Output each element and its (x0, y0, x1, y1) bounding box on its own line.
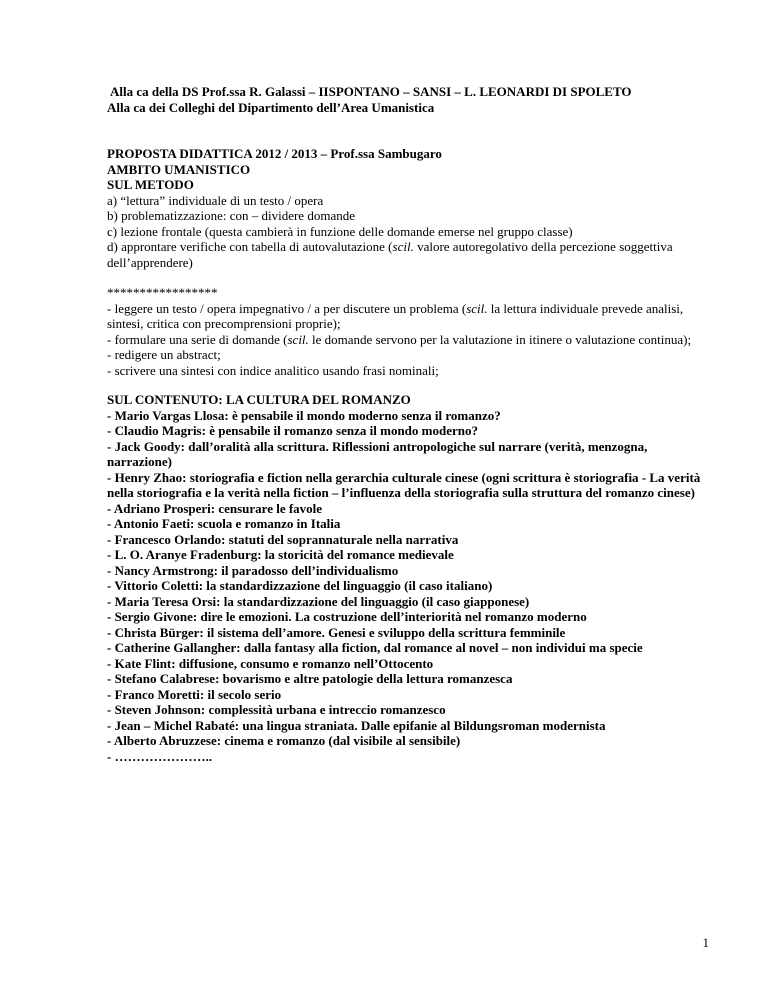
task-item: - leggere un testo / opera impegnativo / a per discutere un problema (scil. la lettura individuale prevede analisi, sintesi, critica con precomprensioni proprie); (107, 300, 687, 331)
metodo-item: b) problematizzazione: con – dividere domande (107, 208, 355, 223)
reading-item: - Antonio Faeti: scuola e romanzo in Italia (107, 516, 341, 531)
contenuto-heading: SUL CONTENUTO: LA CULTURA DEL ROMANZO (107, 392, 411, 407)
ambito-heading: AMBITO UMANISTICO (107, 161, 251, 177)
page-number: 1 (702, 935, 709, 950)
reading-item: - Claudio Magris: è pensabile il romanzo senza il mondo moderno? (107, 423, 478, 438)
reading-item: - Jean – Michel Rabaté: una lingua straniata. Dalle epifanie al Bildungsroman modernista (107, 717, 606, 733)
metodo-item: c) lezione frontale (questa cambierà in funzione delle domande emerse nel gruppo classe) (107, 223, 573, 239)
header-recipient-colleagues: Alla ca dei Colleghi del Dipartimento dell’Area Umanistica (107, 99, 435, 115)
metodo-item: a) “lettura” individuale di un testo / opera (107, 192, 324, 208)
task-item: - scrivere una sintesi con indice analitico usando frasi nominali; (107, 362, 439, 378)
reading-item: - Maria Teresa Orsi: la standardizzazione del linguaggio (il caso giapponese) (107, 593, 530, 609)
reading-item: - Catherine Gallangher: dalla fantasy alla fiction, dal romance al novel – non individui ma specie (107, 640, 643, 655)
separator: ***************** (107, 285, 218, 300)
task-item: - redigere un abstract; (107, 347, 221, 362)
metodo-list (107, 193, 708, 271)
reading-item: - Steven Johnson: complessità urbana e intreccio romanzesco (107, 702, 446, 717)
contenuto-list (107, 408, 708, 765)
reading-item: - Mario Vargas Llosa: è pensabile il mondo moderno senza il romanzo? (107, 407, 501, 423)
reading-item: - ………………….. (107, 748, 213, 764)
reading-item: - Sergio Givone: dire le emozioni. La costruzione dell’interiorità nel romanzo moderno (107, 609, 587, 624)
task-item: - formulare una serie di domande (scil. le domande servono per la valutazione in itinere o valutazione continua); (107, 331, 692, 347)
reading-item: - Adriano Prosperi: censurare le favole (107, 500, 323, 516)
reading-item: - Jack Goody: dall’oralità alla scrittura. Riflessioni antropologiche sul narrare (verità, menzogna, narrazione) (107, 438, 651, 469)
reading-item: - Nancy Armstrong: il paradosso dell’individualismo (107, 562, 399, 578)
reading-item: - Alberto Abruzzese: cinema e romanzo (dal visibile al sensibile) (107, 733, 461, 748)
proposal-title: PROPOSTA DIDATTICA 2012 / 2013 – Prof.ssa Sambugaro (107, 146, 442, 161)
metodo-heading: SUL METODO (107, 177, 194, 192)
metodo-item: d) approntare verifiche con tabella di autovalutazione (scil. valore autoregolativo della percezione soggettiva dell’apprendere) (107, 239, 676, 270)
reading-item: - L. O. Aranye Fradenburg: la storicità del romance medievale (107, 547, 454, 562)
reading-item: - Christa Bürger: il sistema dell’amore. Genesi e sviluppo della scrittura femminile (107, 624, 566, 640)
reading-item: - Franco Moretti: il secolo serio (107, 686, 282, 702)
reading-item: - Stefano Calabrese: bovarismo e altre patologie della lettura romanzesca (107, 671, 513, 686)
header-recipient-ds: Alla ca della DS Prof.ssa R. Galassi – IISPONTANO – SANSI – L. LEONARDI DI SPOLETO (110, 84, 632, 99)
reading-item: - Kate Flint: diffusione, consumo e romanzo nell’Ottocento (107, 655, 434, 671)
reading-item: - Henry Zhao: storiografia e fiction nella gerarchia culturale cinese (ogni scrittura è storiografia - La verità nella storiografia e la verità nella fiction – l’influenza della storiografia sulla struttura del romanzo cinese) (107, 469, 704, 500)
reading-item: - Vittorio Coletti: la standardizzazione del linguaggio (il caso italiano) (107, 578, 493, 593)
reading-item: - Francesco Orlando: statuti del soprannaturale nella narrativa (107, 531, 459, 547)
tasks-list (107, 301, 708, 379)
